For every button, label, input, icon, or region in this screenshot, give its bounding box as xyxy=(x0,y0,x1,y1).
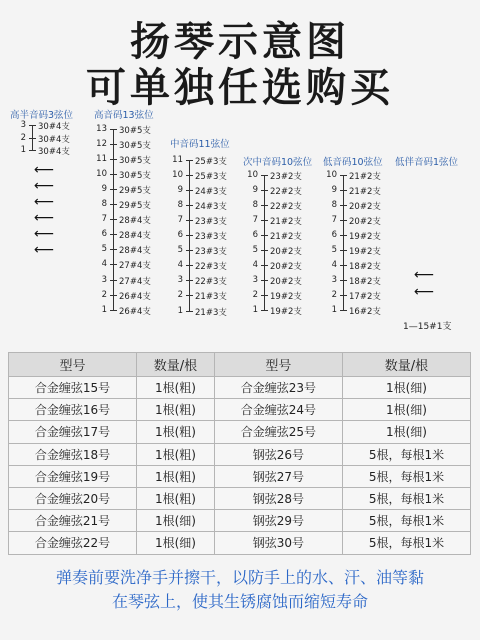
string-number: 1 xyxy=(101,304,107,315)
string-number: 1 xyxy=(177,305,183,316)
string-gauge: 30#5支 xyxy=(119,141,151,152)
table-row xyxy=(9,399,471,421)
string-tick xyxy=(340,235,347,236)
string-gauge: 26#4支 xyxy=(119,291,151,302)
string-gauge: 19#2支 xyxy=(349,247,381,258)
string-tick xyxy=(340,220,347,221)
header-model-1: 型号 xyxy=(9,353,137,377)
title-line-2: 可单独任选购买 xyxy=(86,65,394,111)
string-tick xyxy=(110,295,117,296)
string-tick xyxy=(110,189,117,190)
string-number: 10 xyxy=(96,169,107,180)
string-gauge: 18#2支 xyxy=(349,262,381,273)
cell-qty: 1根(粗) xyxy=(137,399,215,421)
string-gauge: 27#4支 xyxy=(119,276,151,287)
left-arrow-icon: ⟵ xyxy=(414,284,435,300)
string-tick xyxy=(186,190,193,191)
cell-model: 钢弦29号 xyxy=(214,510,342,532)
string-gauge: 22#3支 xyxy=(195,262,227,273)
string-number: 8 xyxy=(177,200,183,211)
string-gauge: 23#3支 xyxy=(195,217,227,228)
string-gauge: 30#4支 xyxy=(38,147,70,158)
string-number: 4 xyxy=(252,260,258,271)
group-title: 低伴音码1弦位 xyxy=(395,157,459,168)
left-arrow-icon: ⟵ xyxy=(34,194,55,210)
string-number: 5 xyxy=(177,245,183,256)
string-gauge: 29#5支 xyxy=(119,201,151,212)
string-number: 7 xyxy=(101,214,107,225)
string-tick xyxy=(340,280,347,281)
group-title: 中音码11弦位 xyxy=(170,139,230,150)
left-arrow-icon: ⟵ xyxy=(34,242,55,258)
string-tick xyxy=(110,219,117,220)
string-gauge: 17#2支 xyxy=(349,292,381,303)
string-number: 4 xyxy=(177,260,183,271)
string-gauge: 28#4支 xyxy=(119,231,151,242)
string-number: 7 xyxy=(252,215,258,226)
string-gauge: 27#4支 xyxy=(119,261,151,272)
table-row xyxy=(9,421,471,443)
table-row xyxy=(9,510,471,532)
spec-table xyxy=(8,352,471,555)
string-number: 13 xyxy=(96,124,107,134)
string-tick xyxy=(186,311,193,312)
cell-model: 合金缠弦18号 xyxy=(9,443,137,465)
string-bridge-line xyxy=(264,175,265,310)
string-number: 9 xyxy=(101,184,107,195)
cell-qty: 1根(粗) xyxy=(137,421,215,443)
table-row xyxy=(9,443,471,465)
string-number: 4 xyxy=(331,260,337,271)
cell-qty: 5根，每根1米 xyxy=(342,510,470,532)
left-arrow-icon: ⟵ xyxy=(414,267,435,283)
cell-qty: 1根(细) xyxy=(342,421,470,443)
table-row xyxy=(9,487,471,509)
cell-qty: 1根(粗) xyxy=(137,465,215,487)
care-note xyxy=(0,566,480,614)
string-tick xyxy=(261,265,268,266)
string-number: 6 xyxy=(331,230,337,241)
string-number: 2 xyxy=(331,290,337,301)
string-number: 3 xyxy=(331,275,337,286)
string-number: 8 xyxy=(331,200,337,211)
string-gauge: 21#3支 xyxy=(195,307,227,318)
string-number: 5 xyxy=(101,244,107,255)
string-number: 2 xyxy=(20,132,26,143)
cell-model: 合金缠弦21号 xyxy=(9,510,137,532)
cell-model: 钢弦26号 xyxy=(214,443,342,465)
left-arrow-icon: ⟵ xyxy=(34,162,55,178)
string-number: 10 xyxy=(172,170,183,181)
string-gauge: 19#2支 xyxy=(270,307,302,318)
string-number: 12 xyxy=(96,139,107,150)
table-body xyxy=(9,377,471,555)
string-number: 11 xyxy=(96,154,107,165)
table-row xyxy=(9,377,471,399)
string-tick xyxy=(29,150,36,151)
string-number: 7 xyxy=(331,215,337,226)
cell-model: 合金缠弦16号 xyxy=(9,399,137,421)
string-number: 9 xyxy=(177,185,183,196)
string-gauge: 22#2支 xyxy=(270,202,302,213)
string-gauge: 24#3支 xyxy=(195,202,227,213)
string-number: 4 xyxy=(101,259,107,270)
string-tick xyxy=(186,220,193,221)
string-tick xyxy=(340,175,347,176)
cell-qty: 5根，每根1米 xyxy=(342,465,470,487)
string-number: 5 xyxy=(331,245,337,256)
string-gauge: 16#2支 xyxy=(349,307,381,318)
string-tick xyxy=(261,205,268,206)
string-tick xyxy=(110,174,117,175)
string-gauge: 21#2支 xyxy=(349,172,381,182)
string-gauge: 21#3支 xyxy=(195,292,227,303)
string-gauge: 30#5支 xyxy=(119,126,151,136)
string-tick xyxy=(261,250,268,251)
string-tick xyxy=(29,125,36,126)
left-arrow-icon: ⟵ xyxy=(34,210,55,226)
string-gauge: 23#2支 xyxy=(270,172,302,182)
string-tick xyxy=(110,310,117,311)
group-title: 高半音码3弦位 xyxy=(10,110,74,121)
cell-model: 合金缠弦20号 xyxy=(9,487,137,509)
string-tick xyxy=(261,280,268,281)
string-tick xyxy=(186,250,193,251)
cell-model: 合金缠弦15号 xyxy=(9,377,137,399)
string-gauge: 23#3支 xyxy=(195,232,227,243)
string-gauge: 20#2支 xyxy=(349,202,381,213)
string-number: 10 xyxy=(326,170,337,180)
string-number: 3 xyxy=(177,275,183,286)
string-tick xyxy=(186,295,193,296)
string-tick xyxy=(186,235,193,236)
low-accomp-note: 1—15#1支 xyxy=(403,322,452,332)
string-number: 10 xyxy=(247,170,258,180)
string-tick xyxy=(261,235,268,236)
string-gauge: 21#2支 xyxy=(270,232,302,243)
cell-qty: 5根，每根1米 xyxy=(342,487,470,509)
string-tick xyxy=(261,220,268,221)
string-number: 8 xyxy=(101,199,107,210)
care-note-line-2: 在琴弦上，使其生锈腐蚀而缩短寿命 xyxy=(111,592,368,611)
string-gauge: 20#2支 xyxy=(270,277,302,288)
string-number: 1 xyxy=(252,305,258,316)
care-note-line-1: 弹奏前要洗净手并擦干，以防手上的水、汗、油等黏 xyxy=(55,568,424,587)
cell-model: 合金缠弦24号 xyxy=(214,399,342,421)
table-row xyxy=(9,465,471,487)
string-gauge: 22#2支 xyxy=(270,187,302,198)
string-number: 1 xyxy=(20,145,26,156)
string-tick xyxy=(29,138,36,139)
string-number: 3 xyxy=(252,275,258,286)
string-gauge: 20#2支 xyxy=(270,247,302,258)
cell-qty: 1根(细) xyxy=(342,377,470,399)
string-tick xyxy=(110,264,117,265)
string-gauge: 19#2支 xyxy=(349,232,381,243)
string-gauge: 30#5支 xyxy=(119,156,151,167)
string-tick xyxy=(340,310,347,311)
cell-qty: 1根(粗) xyxy=(137,487,215,509)
string-number: 9 xyxy=(331,185,337,196)
string-gauge: 28#4支 xyxy=(119,216,151,227)
string-number: 8 xyxy=(252,200,258,211)
string-number: 6 xyxy=(101,229,107,240)
string-tick xyxy=(110,159,117,160)
cell-qty: 1根(细) xyxy=(342,399,470,421)
cell-model: 合金缠弦25号 xyxy=(214,421,342,443)
string-gauge: 21#2支 xyxy=(270,217,302,228)
string-gauge: 18#2支 xyxy=(349,277,381,288)
header-model-2: 型号 xyxy=(214,353,342,377)
cell-model: 合金缠弦23号 xyxy=(214,377,342,399)
string-gauge: 29#5支 xyxy=(119,186,151,197)
cell-qty: 1根(粗) xyxy=(137,377,215,399)
string-tick xyxy=(186,280,193,281)
string-number: 6 xyxy=(252,230,258,241)
string-tick xyxy=(110,249,117,250)
string-number: 2 xyxy=(101,289,107,300)
cell-model: 钢弦28号 xyxy=(214,487,342,509)
string-gauge: 19#2支 xyxy=(270,292,302,303)
string-gauge: 25#3支 xyxy=(195,172,227,183)
string-gauge: 23#3支 xyxy=(195,247,227,258)
header-qty-2: 数量/根 xyxy=(342,353,470,377)
title-line-1: 扬琴示意图 xyxy=(130,19,350,65)
string-number: 7 xyxy=(177,215,183,226)
string-number: 11 xyxy=(172,155,183,165)
string-gauge: 25#3支 xyxy=(195,157,227,167)
string-tick xyxy=(110,234,117,235)
string-tick xyxy=(110,144,117,145)
left-arrow-icon: ⟵ xyxy=(34,178,55,194)
group-title: 低音码10弦位 xyxy=(323,157,383,168)
string-tick xyxy=(340,190,347,191)
string-number: 1 xyxy=(331,305,337,316)
string-number: 6 xyxy=(177,230,183,241)
string-tick xyxy=(186,175,193,176)
string-number: 2 xyxy=(177,290,183,301)
cell-model: 钢弦27号 xyxy=(214,465,342,487)
cell-qty: 5根，每根1米 xyxy=(342,443,470,465)
cell-qty: 1根(粗) xyxy=(137,443,215,465)
header-qty-1: 数量/根 xyxy=(137,353,215,377)
cell-qty: 1根(细) xyxy=(137,510,215,532)
string-tick xyxy=(340,265,347,266)
string-gauge: 30#4支 xyxy=(38,122,70,132)
string-number: 5 xyxy=(252,245,258,256)
string-tick xyxy=(261,175,268,176)
string-tick xyxy=(110,204,117,205)
cell-qty: 5根，每根1米 xyxy=(342,532,470,554)
cell-model: 合金缠弦17号 xyxy=(9,421,137,443)
cell-model: 钢弦30号 xyxy=(214,532,342,554)
string-number: 9 xyxy=(252,185,258,196)
cell-model: 合金缠弦19号 xyxy=(9,465,137,487)
string-gauge: 26#4支 xyxy=(119,306,151,317)
string-tick xyxy=(110,280,117,281)
string-tick xyxy=(261,310,268,311)
string-bridge-line xyxy=(343,175,344,310)
group-title: 高音码13弦位 xyxy=(94,110,154,121)
string-number: 3 xyxy=(101,274,107,285)
string-tick xyxy=(110,129,117,130)
string-gauge: 21#2支 xyxy=(349,187,381,198)
string-gauge: 28#4支 xyxy=(119,246,151,257)
string-gauge: 20#2支 xyxy=(270,262,302,273)
string-tick xyxy=(186,265,193,266)
table-header-row xyxy=(9,353,471,377)
string-number: 3 xyxy=(20,120,26,130)
string-tick xyxy=(340,250,347,251)
group-title: 次中音码10弦位 xyxy=(243,157,313,168)
string-tick xyxy=(261,295,268,296)
left-arrow-icon: ⟵ xyxy=(34,226,55,242)
string-tick xyxy=(261,190,268,191)
string-number: 2 xyxy=(252,290,258,301)
string-gauge: 30#5支 xyxy=(119,171,151,182)
cell-model: 合金缠弦22号 xyxy=(9,532,137,554)
table-row xyxy=(9,532,471,554)
string-tick xyxy=(340,205,347,206)
string-tick xyxy=(186,160,193,161)
string-tick xyxy=(186,205,193,206)
string-gauge: 22#3支 xyxy=(195,277,227,288)
string-gauge: 24#3支 xyxy=(195,187,227,198)
string-gauge: 30#4支 xyxy=(38,134,70,145)
cell-qty: 1根(细) xyxy=(137,532,215,554)
string-gauge: 20#2支 xyxy=(349,217,381,228)
string-tick xyxy=(340,295,347,296)
